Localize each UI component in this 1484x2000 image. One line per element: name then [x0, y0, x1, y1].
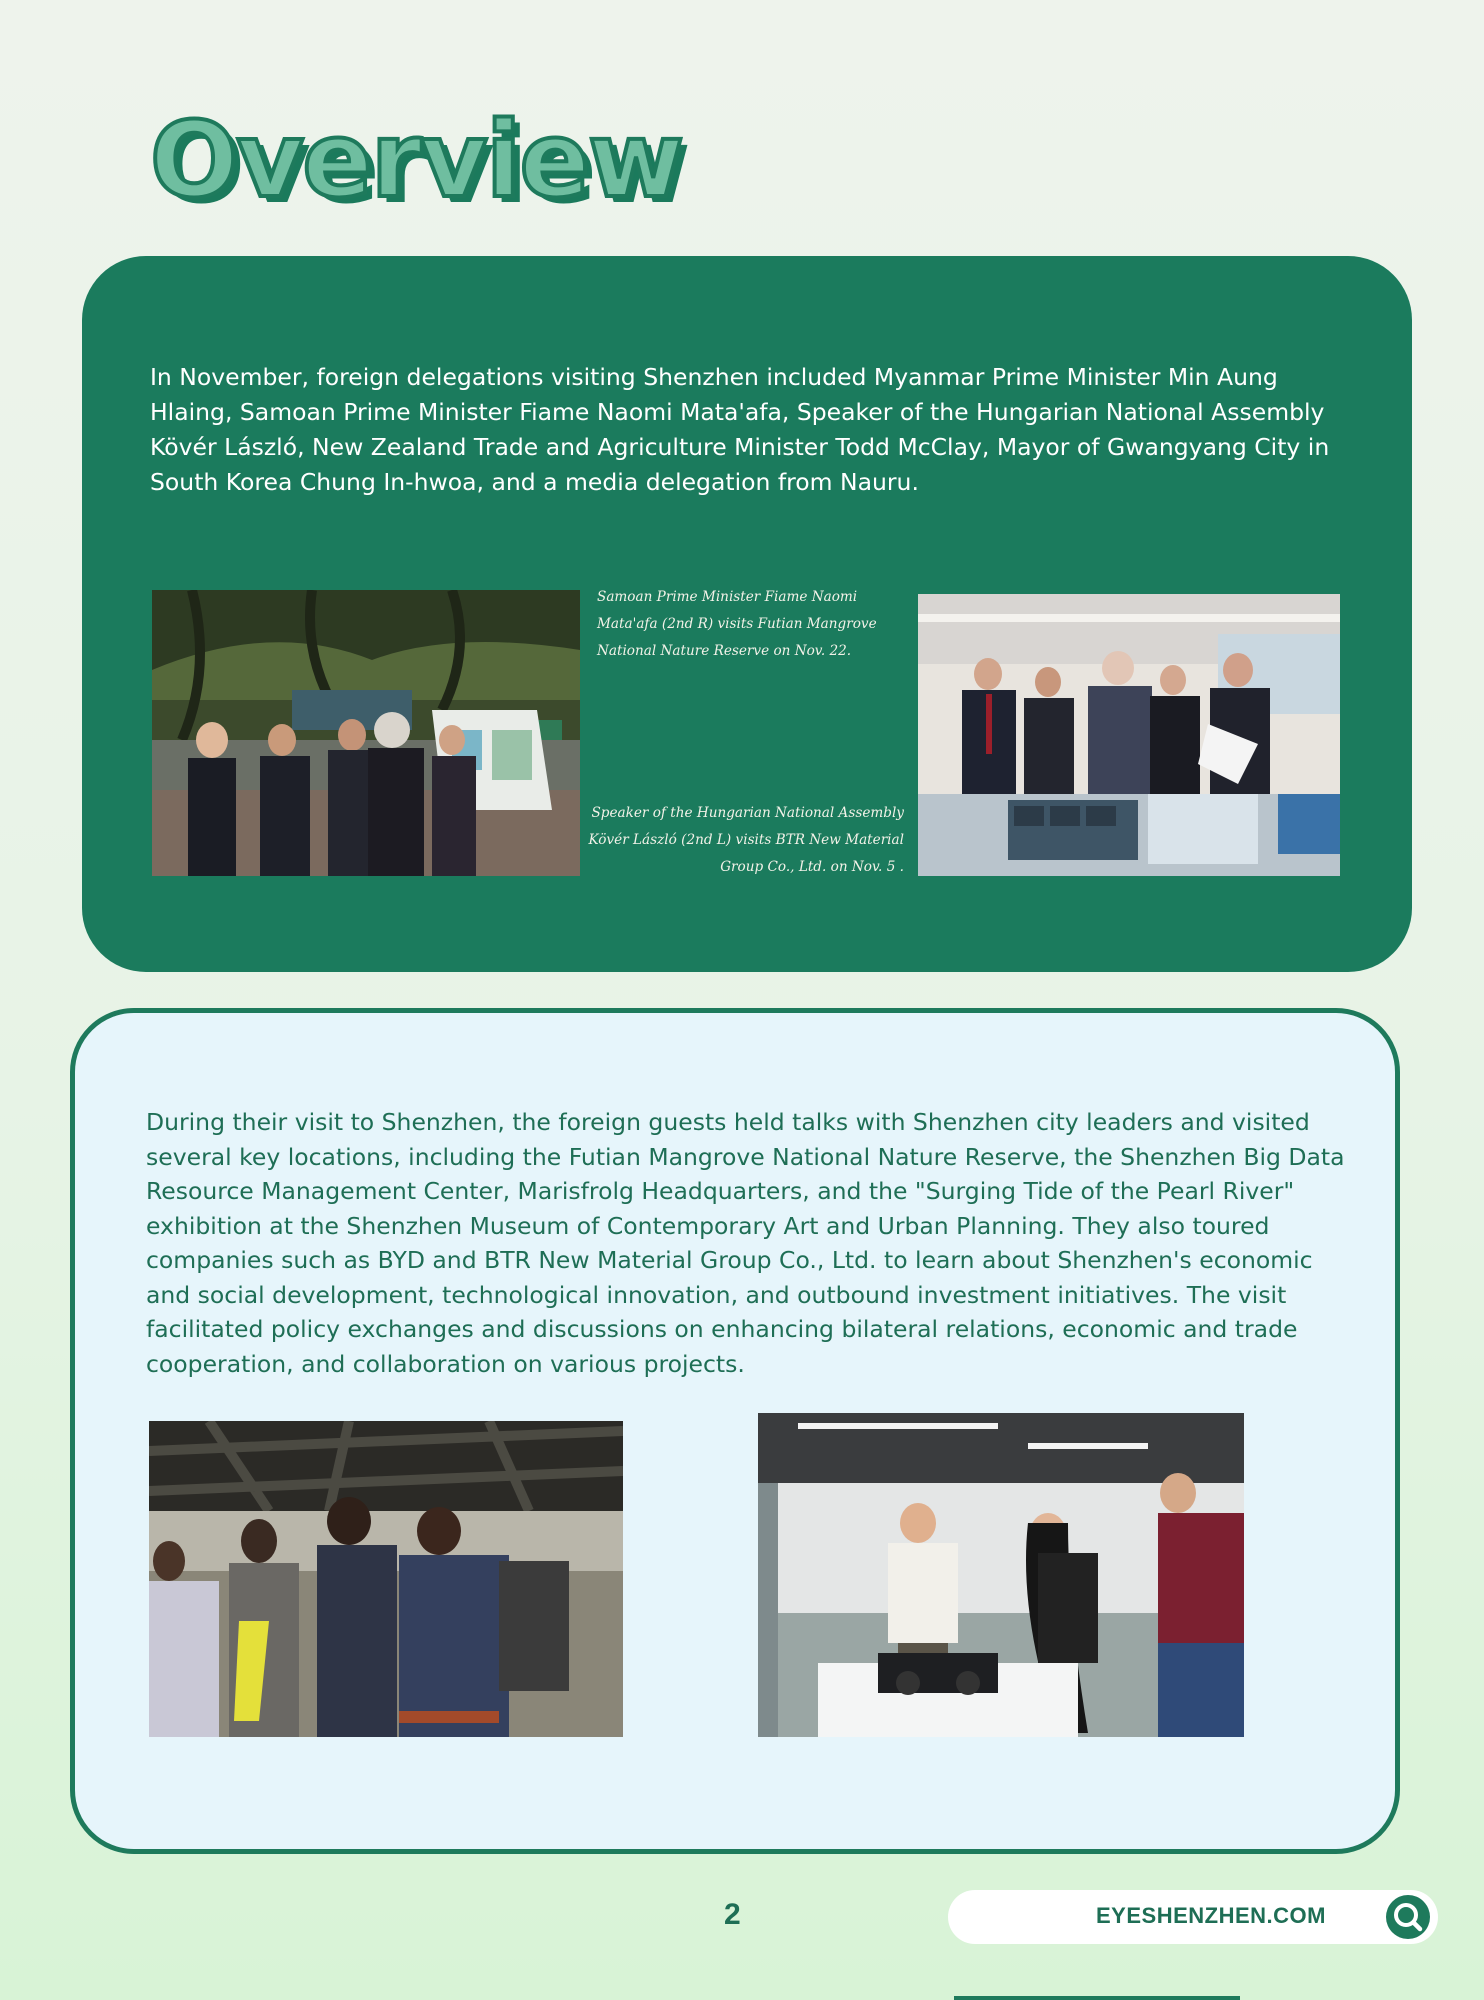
page-title: Overview — [150, 99, 683, 221]
website-link[interactable]: EYESHENZHEN.COM — [1096, 1903, 1326, 1928]
photo-media-delegation — [149, 1421, 623, 1737]
photo-tech-visit — [758, 1413, 1244, 1737]
photo-btr-visit — [918, 594, 1340, 876]
search-icon[interactable] — [1386, 1895, 1430, 1939]
caption-mangrove-visit: Samoan Prime Minister Fiame Naomi Mata'afa (2nd R) visits Futian Mangrove National Nature Reserve on Nov. 22. — [597, 589, 877, 659]
caption-btr-visit: Speaker of the Hungarian National Assembly Kövér László (2nd L) visits BTR New Material Group Co., Ltd. on Nov. 5 . — [588, 805, 904, 875]
delegations-panel — [82, 256, 1412, 972]
photo-mangrove-visit — [152, 590, 580, 876]
visit-details-paragraph: During their visit to Shenzhen, the foreign guests held talks with Shenzhen city leaders and visited several key locations, including the Futian Mangrove National Nature Reserve, the Shenzhen Big Data Resource Management Center, Marisfrolg Headquarters, and the "Surging Tide of the Pearl River" exhibition at the Shenzhen Museum of Contemporary Art and Urban Planning. They also toured companies such as BYD and BTR New Material Group Co., Ltd. to learn about Shenzhen's economic and social development, technological innovation, and outbound investment initiatives. The visit facilitated policy exchanges and discussions on enhancing bilateral relations, economic and trade cooperation, and collaboration on various projects. — [146, 1108, 1345, 1378]
page-number: 2 — [724, 1898, 741, 1931]
website-search-bar[interactable] — [948, 1890, 1438, 1944]
footer-accent-bar — [954, 1996, 1240, 2000]
intro-paragraph: In November, foreign delegations visiting Shenzhen included Myanmar Prime Minister Min Aung Hlaing, Samoan Prime Minister Fiame Naomi Mata'afa, Speaker of the Hungarian National Assembly Kövér László, New Zealand Trade and Agriculture Minister Todd McClay, Mayor of Gwangyang City in South Korea Chung In-hwoa, and a media delegation from Nauru. — [150, 363, 1330, 496]
visit-details-panel — [70, 1008, 1400, 1854]
